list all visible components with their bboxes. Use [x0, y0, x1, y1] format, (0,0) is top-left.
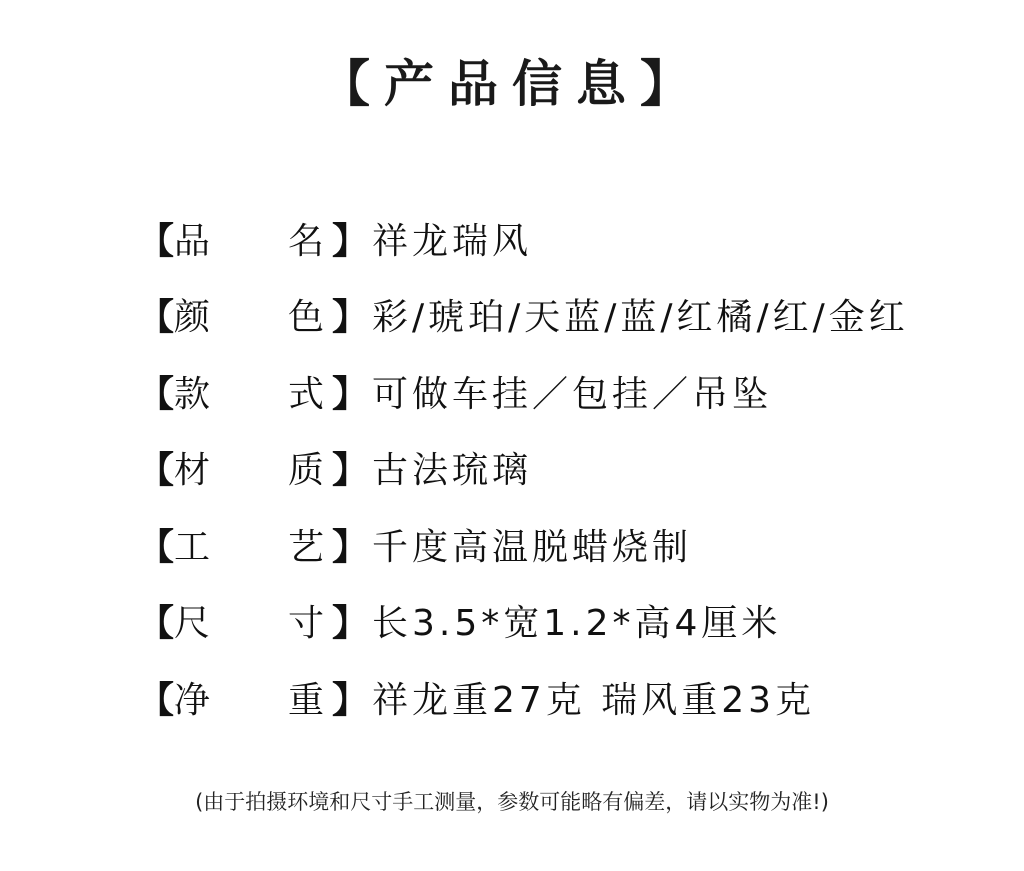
label-open-bracket: 【 [138, 220, 175, 262]
spec-row-name [138, 200, 998, 277]
label-first-char: 品 [174, 220, 211, 262]
spec-value: 祥龙重27克 瑞风重23克 [372, 679, 816, 721]
label-first-char: 尺 [174, 603, 211, 645]
spec-row-size [138, 583, 998, 660]
spec-value: 彩/琥珀/天蓝/蓝/红橘/红/金红 [372, 297, 909, 339]
label-first-char: 颜 [174, 297, 211, 339]
label-open-bracket: 【 [138, 297, 175, 339]
spec-row-material [138, 430, 998, 507]
label-open-bracket: 【 [138, 450, 175, 492]
spec-value: 古法琉璃 [372, 450, 533, 492]
label-close-bracket: 】 [332, 526, 369, 568]
label-close-bracket: 】 [332, 373, 369, 415]
spec-row-style [138, 353, 998, 430]
label-close-bracket: 】 [332, 603, 369, 645]
label-first-char: 材 [174, 450, 211, 492]
label-second-char: 艺 [288, 526, 325, 568]
spec-value: 千度高温脱蜡烧制 [372, 526, 693, 568]
spec-value: 可做车挂／包挂／吊坠 [372, 373, 773, 415]
label-first-char: 净 [174, 679, 211, 721]
label-open-bracket: 【 [138, 679, 175, 721]
label-first-char: 工 [174, 526, 211, 568]
label-first-char: 款 [174, 373, 211, 415]
label-close-bracket: 】 [332, 450, 369, 492]
label-open-bracket: 【 [138, 373, 175, 415]
spec-value: 祥龙瑞风 [372, 220, 533, 262]
label-second-char: 重 [288, 679, 325, 721]
spec-value: 长3.5*宽1.2*高4厘米 [372, 603, 782, 645]
spec-row-color [138, 277, 998, 354]
label-second-char: 名 [288, 220, 325, 262]
label-close-bracket: 】 [332, 679, 369, 721]
disclaimer-note: (由于拍摄环境和尺寸手工测量，参数可能略有偏差，请以实物为准!) [195, 790, 829, 814]
label-close-bracket: 】 [332, 297, 369, 339]
product-spec-list [138, 200, 998, 736]
label-close-bracket: 】 [332, 220, 369, 262]
label-open-bracket: 【 [138, 526, 175, 568]
spec-row-weight [138, 659, 998, 736]
label-second-char: 色 [288, 297, 325, 339]
label-second-char: 式 [288, 373, 325, 415]
label-second-char: 寸 [288, 603, 325, 645]
page-title: 【产品信息】 [320, 54, 704, 113]
spec-row-craft [138, 506, 998, 583]
label-open-bracket: 【 [138, 603, 175, 645]
label-second-char: 质 [288, 450, 325, 492]
